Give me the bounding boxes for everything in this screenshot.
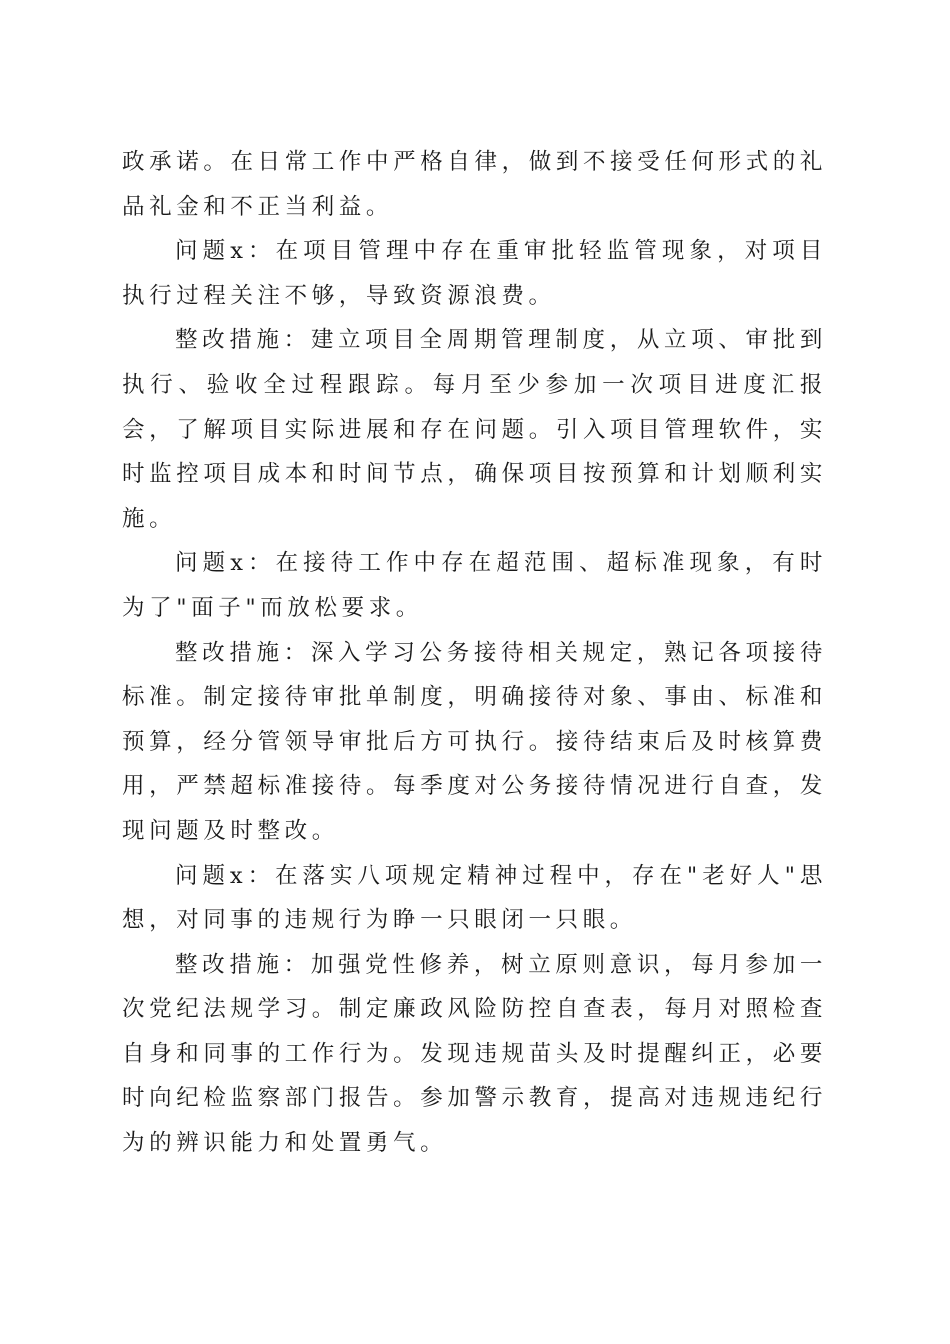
paragraph-problem-project-management: 问题x：在项目管理中存在重审批轻监管现象，对项目执行过程关注不够，导致资源浪费。: [122, 238, 827, 309]
paragraph-measures-reception: 整改措施：深入学习公务接待相关规定，熟记各项接待标准。制定接待审批单制度，明确接待对象、事由、标准和预算，经分管领导审批后方可执行。接待结束后及时核算费用，严禁超标准接待。每季度对公务接待情况进行自查，发现问题及时整改。: [122, 639, 827, 844]
document-body: [122, 140, 827, 1166]
paragraph-measures-eight-rules: 整改措施：加强党性修养，树立原则意识，每月参加一次党纪法规学习。制定廉政风险防控自查表，每月对照检查自身和同事的工作行为。发现违规苗头及时提醒纠正，必要时向纪检监察部门报告。参加警示教育，提高对违规违纪行为的辨识能力和处置勇气。: [122, 951, 827, 1157]
paragraph-problem-eight-rules: 问题x：在落实八项规定精神过程中，存在"老好人"思想，对同事的违规行为睁一只眼闭一只眼。: [122, 862, 827, 934]
paragraph-problem-reception: 问题x：在接待工作中存在超范围、超标准现象，有时为了"面子"而放松要求。: [122, 550, 827, 621]
paragraph-commitment-continued: 政承诺。在日常工作中严格自律，做到不接受任何形式的礼品礼金和不正当利益。: [122, 149, 827, 220]
paragraph-measures-project-management: 整改措施：建立项目全周期管理制度，从立项、审批到执行、验收全过程跟踪。每月至少参加一次项目进度汇报会，了解项目实际进展和存在问题。引入项目管理软件，实时监控项目成本和时间节点，确保项目按预算和计划顺利实施。: [122, 327, 827, 532]
